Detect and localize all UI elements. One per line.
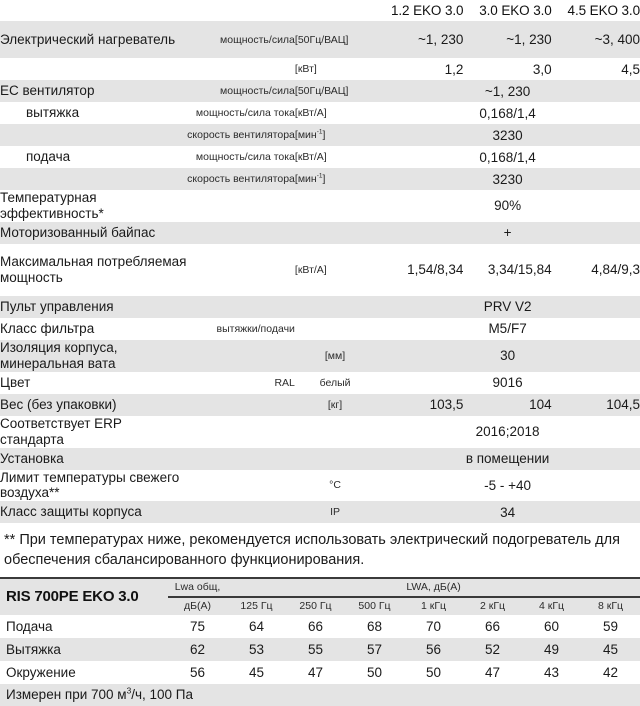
spec-row-label: Максимальная потребляемая мощность (0, 253, 187, 285)
spec-row-sublabel (187, 501, 295, 523)
spec-header-container (0, 0, 640, 21)
spec-row-unit (295, 190, 375, 222)
spec-row (0, 296, 640, 318)
acoustic-row-value-3: 50 (366, 664, 383, 680)
spec-row (0, 372, 640, 394)
acoustic-body (0, 615, 640, 684)
spec-row (0, 222, 640, 244)
acoustic-row-value-3: 57 (366, 641, 383, 657)
acoustic-row-value-3: 68 (366, 618, 383, 634)
acoustic-row-value-4: 56 (425, 641, 442, 657)
acoustic-row-value-4: 70 (425, 618, 442, 634)
acoustic-freq-header-2: 250 Гц (299, 600, 332, 613)
acoustic-row-label: Подача (6, 618, 53, 634)
spec-row-label: ЕС вентилятор (0, 83, 95, 99)
model-column-header-2: 3.0 EKO 3.0 (479, 3, 552, 18)
model-column-header-1: 1.2 EKO 3.0 (390, 3, 464, 18)
spec-row-sublabel (187, 190, 295, 222)
acoustic-row (0, 661, 640, 684)
spec-row-value-merged: PRV V2 (483, 299, 532, 315)
spec-row-unit: [50Гц/ВАЦ] (294, 85, 349, 97)
acoustic-freq-header-4: 1 кГц (420, 600, 447, 613)
acoustic-row-value-2: 47 (307, 664, 324, 680)
spec-row-value-merged: 0,168/1,4 (479, 105, 536, 121)
spec-row-value-2: 3,34/15,84 (487, 262, 552, 278)
acoustic-overall-header-line1: Lwa общ, (174, 580, 221, 593)
spec-row-sublabel: мощность/сила тока (195, 107, 295, 119)
spec-row-label (0, 124, 187, 146)
acoustic-row-value-7: 42 (603, 664, 619, 680)
spec-row-label: Установка (0, 450, 64, 466)
spec-row-sublabel (187, 448, 295, 470)
spec-row-sublabel (187, 296, 295, 318)
spec-row-value-merged: 30 (500, 348, 516, 364)
spec-row-value-3: 104,5 (606, 397, 640, 413)
spec-row (0, 146, 640, 168)
spec-row (0, 244, 640, 296)
spec-header-spacer-unit (295, 0, 375, 21)
spec-row-label: Лимит температуры свежего воздуха** (0, 469, 180, 501)
spec-row-unit: IP (330, 506, 340, 519)
spec-row-unit: [мин$^{-1}$] (294, 128, 326, 141)
spec-row-sublabel: мощность/сила (220, 33, 295, 46)
spec-row-value-merged: + (503, 225, 512, 241)
acoustic-measurement-note (0, 684, 640, 706)
spec-row-unit (295, 296, 375, 318)
spec-row-label: Температурная эффективность* (0, 190, 104, 221)
footnote-text: ** При температурах ниже, рекомендуется использовать электрический подогреватель для обеспечения сбалансированного функционирования. (4, 532, 620, 568)
spec-row-sublabel (187, 394, 295, 416)
spec-row (0, 394, 640, 416)
acoustic-freq-header-3: 500 Гц (358, 600, 391, 613)
spec-row-label (0, 58, 187, 80)
spec-row-label: Пульт управления (0, 298, 114, 314)
acoustic-row-value-5: 52 (484, 641, 501, 657)
acoustic-row-overall: 56 (189, 664, 206, 680)
spec-header-spacer (0, 0, 187, 21)
acoustic-row-value-6: 43 (543, 664, 560, 680)
spec-row (0, 416, 640, 448)
acoustic-row-label: Окружение (6, 664, 76, 680)
spec-row-label: Электрический нагреватель (0, 31, 176, 47)
acoustic-header-row-top (0, 578, 640, 597)
acoustic-row-value-7: 59 (603, 618, 619, 634)
spec-row-sublabel: мощность/сила тока (195, 151, 295, 163)
acoustic-footer-row (0, 684, 640, 706)
spec-row-unit: [50Гц/ВАЦ] (294, 33, 349, 46)
spec-row-value-2: 104 (529, 397, 552, 413)
spec-row-value-2: ~1, 230 (506, 32, 552, 47)
spec-row (0, 318, 640, 340)
spec-row (0, 102, 640, 124)
spec-row (0, 80, 640, 102)
spec-row-label: Цвет (0, 374, 31, 390)
spec-row-value-3: 4,84/9,3 (591, 262, 640, 278)
model-column-header-3: 4.5 EKO 3.0 (567, 3, 640, 18)
spec-row (0, 168, 640, 190)
spec-row-value-merged: в помещении (465, 451, 550, 467)
spec-row-value-merged: -5 - +40 (484, 477, 532, 493)
spec-row-unit: [кВт/А] (294, 151, 327, 163)
spec-row-sublabel: RAL (274, 376, 295, 389)
acoustic-row-value-1: 53 (248, 641, 265, 657)
acoustic-row-label: Вытяжка (6, 641, 61, 657)
spec-row-value-merged: 3230 (492, 127, 523, 143)
spec-row-value-merged: ~1, 230 (484, 83, 531, 99)
spec-row-sublabel (187, 416, 295, 448)
spec-row-value-merged: 3230 (492, 171, 523, 187)
spec-row-value-1: 1,2 (444, 61, 464, 77)
spec-row-unit (295, 448, 375, 470)
spec-row-label: Класс фильтра (0, 320, 95, 336)
acoustic-header-container (0, 578, 640, 615)
spec-row-unit: [кВт/А] (294, 263, 327, 276)
spec-row-sublabel: вытяжки/подачи (216, 322, 295, 335)
spec-row-unit: [кВт] (294, 63, 317, 75)
acoustic-freq-header-6: 4 кГц (538, 600, 565, 613)
spec-header-row (0, 0, 640, 21)
spec-row-unit: [кВт/А] (294, 107, 327, 119)
acoustic-row-value-7: 45 (603, 641, 619, 657)
spec-row-sublabel (187, 244, 295, 296)
spec-row-sublabel: скорость вентилятора (187, 129, 295, 141)
acoustic-row-value-1: 45 (248, 664, 265, 680)
spec-row (0, 190, 640, 222)
spec-row-value-1: 103,5 (429, 397, 464, 413)
spec-row-value-merged: 2016;2018 (475, 424, 540, 440)
spec-row-label (0, 168, 187, 190)
spec-row-value-merged: 0,168/1,4 (479, 149, 536, 165)
acoustic-row (0, 615, 640, 638)
spec-body (0, 21, 640, 523)
acoustic-freq-header-7: 8 кГц (598, 600, 624, 613)
acoustic-row-value-5: 66 (484, 618, 501, 634)
spec-row-label: вытяжка (26, 105, 80, 121)
acoustic-footer-container (0, 684, 640, 706)
spec-row-unit (295, 416, 375, 448)
acoustic-row-value-6: 49 (543, 641, 560, 657)
spec-row-value-1: ~1, 230 (418, 32, 464, 47)
acoustic-freq-header-5: 2 кГц (479, 600, 506, 613)
spec-row-label: Изоляция корпуса, минеральная вата (0, 339, 118, 371)
spec-row (0, 21, 640, 58)
acoustic-row (0, 638, 640, 661)
acoustic-row-value-5: 47 (484, 664, 501, 680)
spec-row-unit: [кг] (327, 398, 343, 411)
spec-row-label: Соответствует ERP стандарта (0, 415, 122, 447)
acoustic-row-value-2: 66 (307, 618, 324, 634)
acoustic-row-value-4: 50 (425, 664, 442, 680)
spec-row-sublabel (187, 470, 295, 502)
acoustic-freq-header-1: 125 Гц (240, 600, 273, 613)
spec-row-value-merged: 90% (494, 198, 522, 214)
spec-row-unit: белый (319, 376, 351, 389)
spec-row (0, 124, 640, 146)
spec-row-sublabel (187, 58, 295, 80)
spec-row (0, 340, 640, 372)
spec-row (0, 501, 640, 523)
spec-row-label: Моторизованный байпас (0, 224, 156, 240)
spec-row-unit (295, 318, 375, 340)
spec-row-sublabel (187, 222, 295, 244)
acoustic-table (0, 577, 640, 706)
acoustic-overall-header-line2: дБ(А) (183, 599, 211, 612)
spec-row-unit (295, 222, 375, 244)
acoustic-group-header: LWA, дБ(А) (406, 581, 461, 594)
spec-row-label: Вес (без упаковки) (0, 396, 117, 412)
spec-row (0, 448, 640, 470)
spec-row-sublabel: мощность/сила (220, 85, 295, 97)
spec-row-value-merged: 9016 (492, 375, 523, 391)
spec-row-unit: °C (329, 479, 341, 492)
acoustic-row-overall: 75 (189, 618, 206, 634)
acoustic-row-value-2: 55 (307, 641, 324, 657)
acoustic-row-value-1: 64 (248, 618, 265, 634)
spec-row (0, 470, 640, 502)
acoustic-row-overall: 62 (189, 641, 206, 657)
spec-header-spacer-sub (187, 0, 295, 21)
spec-row-value-2: 3,0 (532, 61, 552, 77)
acoustic-row-value-6: 60 (543, 618, 560, 634)
spec-row-value-merged: 34 (500, 504, 516, 520)
spec-row-unit: [мм] (324, 349, 346, 362)
spec-row-sublabel (187, 340, 295, 372)
spec-row-label: подача (26, 149, 71, 165)
spec-row-sublabel: скорость вентилятора (187, 173, 295, 185)
acoustic-title: RIS 700PE EKO 3.0 (6, 588, 139, 606)
spec-row (0, 58, 640, 80)
spec-row-value-3: ~3, 400 (594, 32, 640, 47)
spec-row-value-1: 1,54/8,34 (407, 262, 464, 278)
spec-row-value-merged: M5/F7 (488, 321, 527, 337)
spec-row-label: Класс защиты корпуса (0, 504, 142, 520)
spec-row-value-3: 4,5 (621, 61, 640, 77)
spec-row-unit: [мин$^{-1}$] (294, 172, 326, 185)
measurement-note-text: Измерен при 700 $м^3/ч$, 100 Па (6, 685, 194, 703)
